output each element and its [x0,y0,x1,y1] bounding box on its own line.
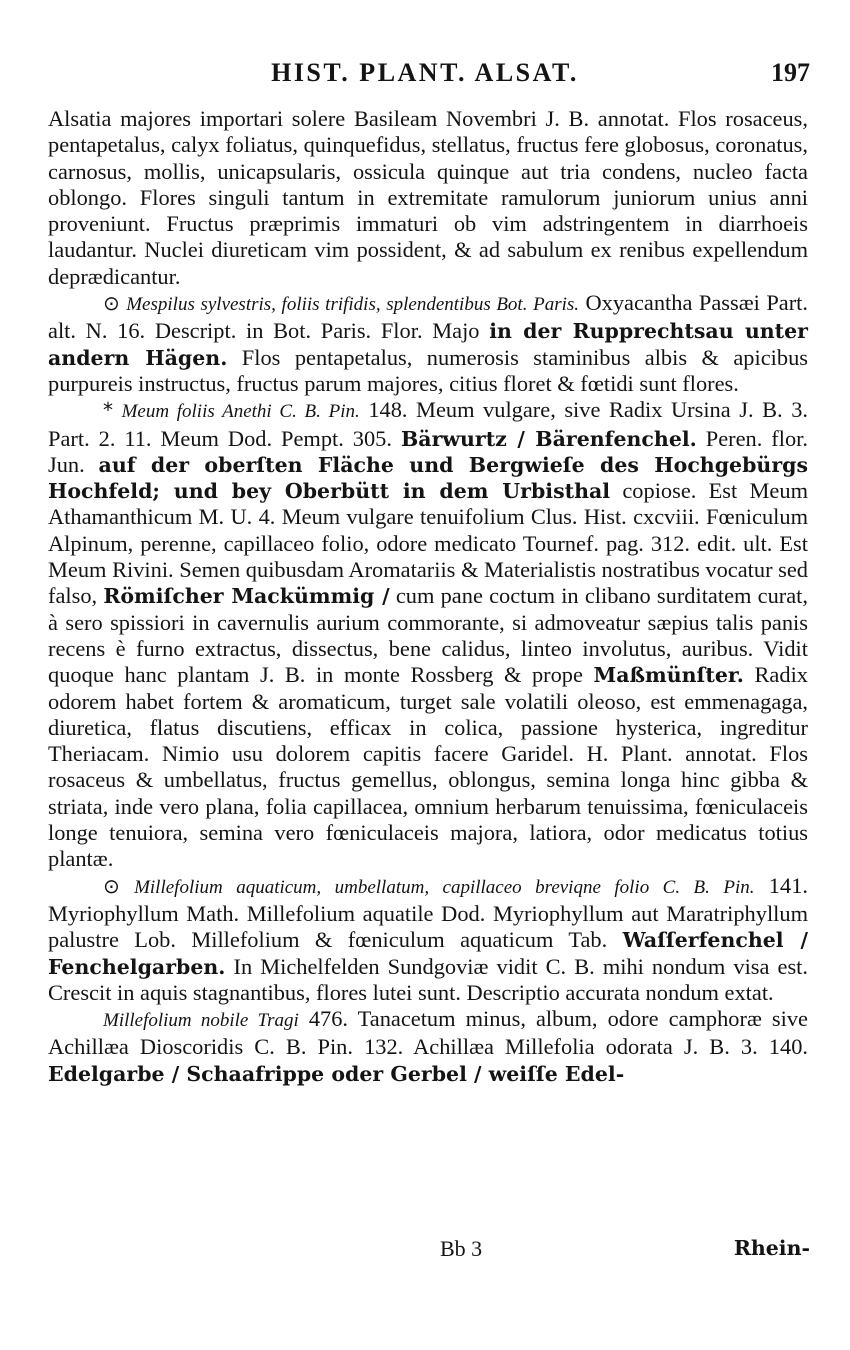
german-vernacular: Bärwurtz / Bärenfenchel. [400,426,697,451]
german-locality: auf der oberſten Fläche und Bergwieſe des Hochgebürgs Hochfeld; und bey Oberbütt in dem Urbisthal [48,452,808,504]
paragraph-3-text-d: cum pane coctum in clibano surditatem curat, à sero spissiori in cavernulis aurium commorante, si admoveatur sæpius talis panis recens è furno extractus, dissectus, bene calidus, linteo involutus, auribus. Vidit quoque hanc plantam J. B. in monte Rossberg & prope [48,583,808,688]
running-title: HIST. PLANT. ALSAT. [271,58,579,87]
plant-name: Millefolium nobile Tragi [103,1010,299,1032]
page-number: 197 [771,58,810,87]
paragraph-5-text-a: 476. Tanacetum minus, album, odore camphoræ sive Achillæa Dioscoridis C. B. Pin. 132. Achillæa Millefolia odorata J. B. 3. 140. [48,1006,808,1060]
paragraph-3-text-a: 148. Meum vulgare, sive Radix Ursina J. B. 3. Part. 2. 11. Meum Dod. Pempt. 305. [48,397,808,451]
german-vernacular: Waſſerfenchel / Fenchelgarben. [48,928,808,979]
paragraph-1 [48,106,808,290]
german-locality: Maßmünſter. [593,663,744,688]
page-header [0,58,850,98]
plant-name: Mespilus sylvestris, foliis trifidis, splendentibus Bot. Paris. [126,294,580,316]
paragraph-3 [48,397,808,872]
perennial-symbol-icon: ⊙ [103,291,120,316]
paragraph-5 [48,1006,808,1087]
page-footer [0,1236,850,1266]
paragraph-2 [48,290,808,397]
catchword: Rhein- [733,1236,810,1260]
perennial-symbol-icon: ⊙ [103,873,120,898]
german-vernacular: in der Rupprechtsau unter andern Hägen. [48,319,808,370]
paragraph-1-text: Alsatia majores importari solere Basileam Novembri J. B. annotat. Flos rosaceus, pentapetalus, calyx foliatus, quinquefidus, stellatus, fructus fere globosus, coronatus, carnosus, mollis, unicapsularis, ossicula quinque aut tria condens, nucleo facta oblongo. Flores singuli tantum in extremitate ramulorum juniorum unius anni proveniunt. Fructus præprimis immaturi ob vim adstringentem in diarrhoeis laudantur. Nuclei diureticam vim possident, & ad sabulum ex renibus expellendum deprædicantur. [48,106,808,289]
plant-name: Millefolium aquaticum, umbellatum, capillaceo breviqne folio C. B. Pin. [134,876,755,898]
plant-name: Meum foliis Anethi C. B. Pin. [121,401,360,423]
paragraph-4-text-b: In Michelfelden Sundgoviæ vidit C. B. mihi nondum visa est. Crescit in aquis stagnantibus, flores lutei sunt. Descriptio accurata nondum extat. [48,953,808,1005]
paragraph-2-text-a: Oxyacantha Passæi Part. alt. N. 16. Descript. in Bot. Paris. Flor. Majo [48,290,808,344]
german-vernacular: Edelgarbe / Schaafrippe oder Gerbel / weiſſe Edel- [48,1061,625,1086]
paragraph-4 [48,873,808,1006]
paragraph-3-text-c: copiose. Est Meum Athamanthicum M. U. 4. Meum vulgare tenuifolium Clus. Hist. cxcviii. Fœniculum Alpinum, perenne, capillaceo folio, odore medicato Tournef. pag. 312. edit. ult. Est Meum Rivini. Semen quibusdam Aromatariis & Materialistis nostratibus vocatur sed falso, [48,478,808,609]
body-text [48,106,808,1087]
paragraph-2-text-b: Flos pentapetalus, numerosis staminibus albis & apicibus purpureis instructus, fructus parum majores, citius floret & fœtidi sunt flores. [48,344,808,396]
signature-mark: Bb 3 [440,1236,483,1261]
asterisk-symbol-icon: * [103,398,113,423]
paragraph-3-text-e: Radix odorem habet fortem & aromaticum, turget sale volatili oleoso, est emmenagaga, diuretica, flatus discutiens, efficax in colica, passione hysterica, ingreditur Theriacam. Nimio usu dolorem capitis facere Garidel. H. Plant. annotat. Flos rosaceus & umbellatus, fructus gemellus, oblongus, semina longa hinc gibba & striata, inde vero plana, folia capillacea, omnium herbarum tenuissima, fœniculaceis longe tenuiora, semina vero fœniculaceis majora, latiora, odor medicatus totius plantæ. [48,662,808,872]
german-vernacular: Römiſcher Mackümmig / [103,584,390,609]
paragraph-3-text-b: Peren. flor. Jun. [48,425,808,477]
paragraph-4-text-a: 141. Myriophyllum Math. Millefolium aquatile Dod. Myriophyllum aut Maratriphyllum palustre Lob. Millefolium & fœniculum aquaticum Tab. [48,872,808,953]
